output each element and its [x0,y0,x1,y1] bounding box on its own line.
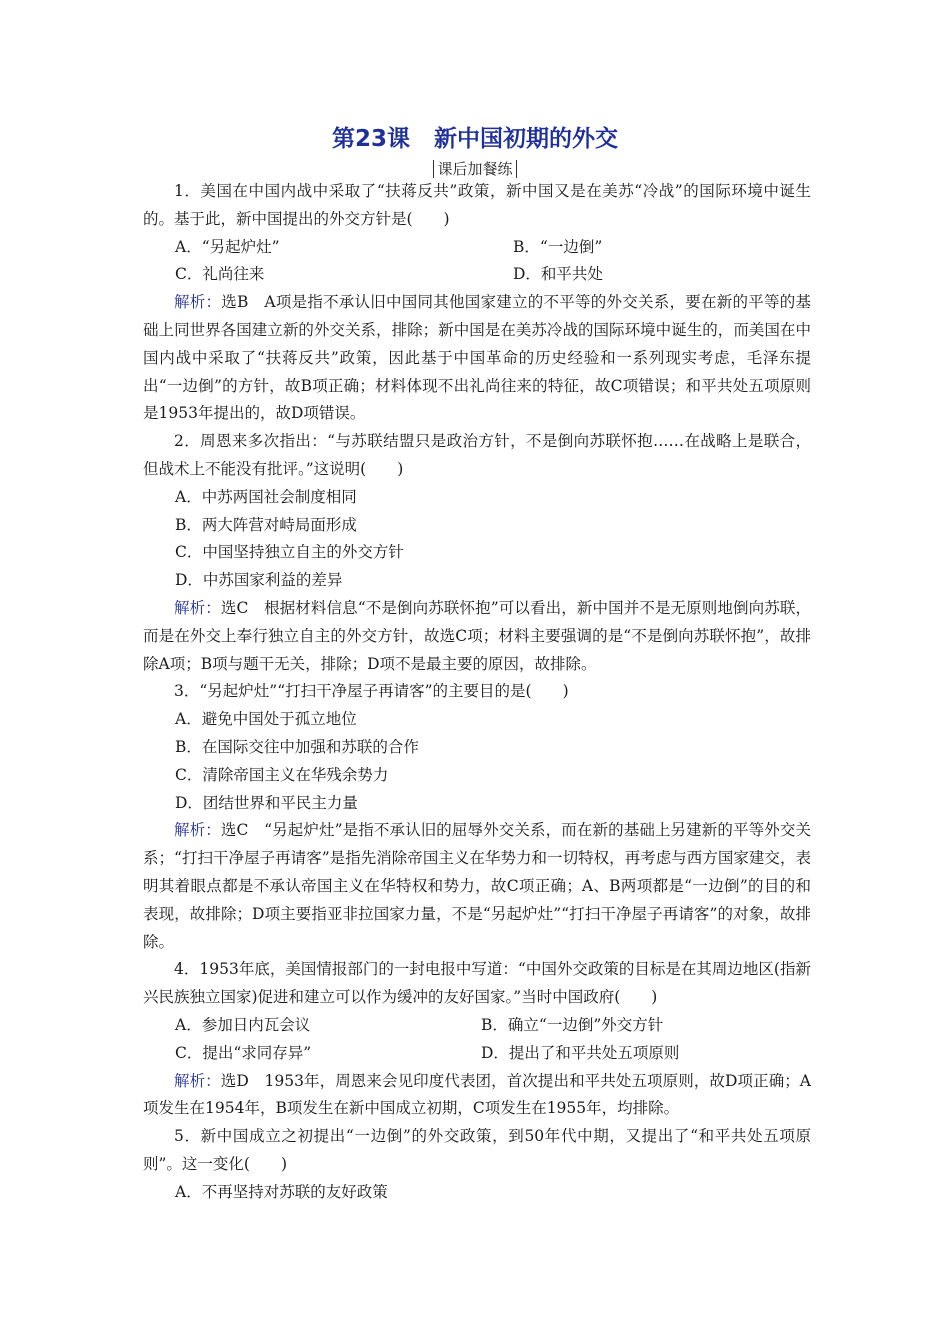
analysis-label: 解析： [174,1071,221,1090]
question-stem: 1．美国在中国内战中采取了“扶蒋反共”政策，新中国又是在美苏“冷战”的国际环境中诞生的。基于此，新中国提出的外交方针是( ) [143,182,811,228]
lesson-topic: 新中国初期的外交 [434,126,618,152]
analysis-text: 选C 根据材料信息“不是倒向苏联怀抱”可以看出，新中国并不是无原则地倒向苏联，而是在外交上奉行独立自主的外交方针，故选C项；材料主要强调的是“不是倒向苏联怀抱”，故排除A项；B项与题干无关，排除；D项不是最主要的原因，故排除。 [143,598,811,673]
option-b: B．两大阵营对峙局面形成 [175,515,357,534]
analysis-label: 解析： [174,821,221,840]
analysis-text: 选C “另起炉灶”是指不承认旧的屈辱外交关系，而在新的基础上另建新的平等外交关系；“打扫干净屋子再请客”是指先消除帝国主义在华势力和一切特权，再考虑与西方国家建交，表明其着眼点都是不承认帝国主义在华特权和势力，故C项正确；A、B两项都是“一边倒”的目的和表现，故排除；D项主要指亚非拉国家力量，不是“另起炉灶”“打扫干净屋子再请客”的对象，故排除。 [143,821,811,951]
question-stem: 3．“另起炉灶”“打扫干净屋子再请客”的主要目的是( ) [174,682,569,701]
option-c: C．中国坚持独立自主的外交方针 [175,543,404,562]
analysis-text: 选B A项是指不承认旧中国同其他国家建立的不平等的外交关系，要在新的平等的基础上同世界各国建立新的外交关系，排除；新中国是在美苏冷战的国际环境中诞生的，而美国在中国内战中采取了“扶蒋反共”政策，因此基于中国革命的历史经验和一系列现实考虑，毛泽东提出“一边倒”的方针，故B项正确；材料体现不出礼尚往来的特征，故C项错误；和平共处五项原则是1953年提出的，故D项错误。 [143,293,811,423]
option-c: C．清除帝国主义在华残余势力 [175,765,389,784]
question-stem: 4．1953年底，美国情报部门的一封电报中写道：“中国外交政策的目标是在其周边地区(指新兴民族独立国家)促进和建立可以作为缓冲的友好国家。”当时中国政府( ) [143,960,811,1007]
analysis-label: 解析： [174,293,222,312]
answer-analysis [143,817,811,956]
option-b: B．在国际交往中加强和苏联的合作 [175,737,419,756]
option-d: D．中苏国家利益的差异 [175,571,343,590]
subtitle-text: 课后加餐练 [433,160,516,178]
option-row [143,1012,811,1040]
option-a: A．参加日内瓦会议 [175,1015,311,1034]
question-stem: 2．周恩来多次指出：“与苏联结盟只是政治方针，不是倒向苏联怀抱……在战略上是联合，但战术上不能没有批评。”这说明( ) [143,432,811,478]
option-d: D．和平共处 [513,265,603,284]
option-b: B．确立“一边倒”外交方针 [481,1015,664,1034]
option-c: C．提出“求同存异” [175,1043,312,1062]
option-row [143,1040,811,1068]
answer-analysis [143,289,811,428]
option-d: D．提出了和平共处五项原则 [481,1043,680,1062]
section-subtitle [0,158,950,179]
answer-analysis [143,1068,811,1124]
answer-analysis [143,595,811,678]
option-a: A．“另起炉灶” [175,237,280,256]
option-a: A．不再坚持对苏联的友好政策 [175,1182,388,1201]
option-a: A．避免中国处于孤立地位 [175,710,357,729]
analysis-label: 解析： [174,598,221,617]
question-stem: 5．新中国成立之初提出“一边倒”的外交政策，到50年代中期，又提出了“和平共处五项原则”。这一变化( ) [143,1127,811,1173]
option-a: A．中苏两国社会制度相同 [175,487,357,506]
option-row [143,261,811,289]
option-d: D．团结世界和平民主力量 [175,793,358,812]
option-b: B．“一边倒” [513,237,603,256]
option-row [143,234,811,262]
page-title [0,120,950,153]
option-c: C．礼尚往来 [175,265,265,284]
lesson-number: 第23课 [331,126,410,152]
analysis-text: 选D 1953年，周恩来会见印度代表团，首次提出和平共处五项原则，故D项正确；A项发生在1954年，B项发生在新中国成立初期，C项发生在1955年，均排除。 [143,1071,811,1118]
question-list [143,178,811,1206]
